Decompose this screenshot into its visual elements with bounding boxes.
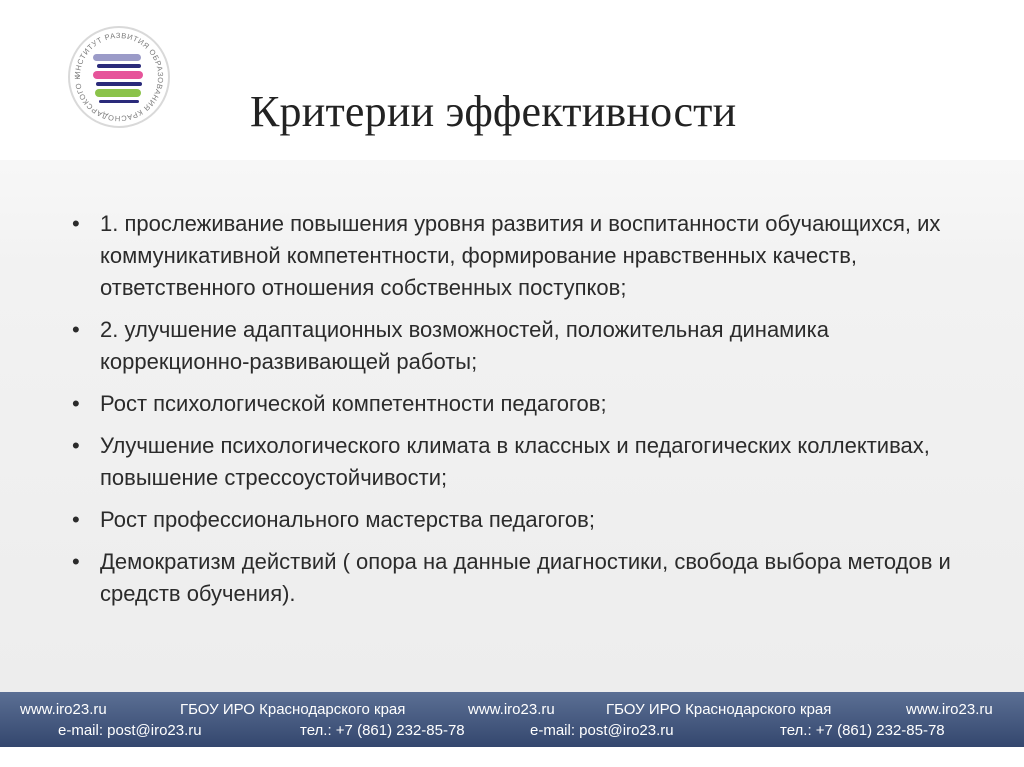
bullet-icon: • bbox=[72, 317, 80, 342]
footer-bar bbox=[0, 692, 1024, 747]
list-item-text: Рост профессионального мастерства педагогов; bbox=[100, 507, 595, 532]
list-item bbox=[72, 208, 962, 304]
list-item bbox=[72, 430, 962, 494]
list-item-text: Демократизм действий ( опора на данные диагностики, свобода выбора методов и средств обучения). bbox=[100, 549, 951, 606]
footer-org-name: ГБОУ ИРО Краснодарского края bbox=[606, 701, 832, 718]
list-item-text: 2. улучшение адаптационных возможностей, положительная динамика коррекционно-развивающей работы; bbox=[100, 317, 829, 374]
content-area bbox=[72, 208, 962, 620]
criteria-list bbox=[72, 208, 962, 610]
footer-phone: тел.: +7 (861) 232-85-78 bbox=[780, 722, 945, 739]
bullet-icon: • bbox=[72, 433, 80, 458]
footer-site-link[interactable]: www.iro23.ru bbox=[468, 701, 555, 718]
footer-email-link[interactable]: e-mail: post@iro23.ru bbox=[58, 722, 202, 739]
bullet-icon: • bbox=[72, 507, 80, 532]
bullet-icon: • bbox=[72, 549, 80, 574]
footer-site-link[interactable]: www.iro23.ru bbox=[20, 701, 107, 718]
footer-site-link[interactable]: www.iro23.ru bbox=[906, 701, 993, 718]
list-item-text: Рост психологической компетентности педагогов; bbox=[100, 391, 607, 416]
list-item bbox=[72, 314, 962, 378]
footer-email-link[interactable]: e-mail: post@iro23.ru bbox=[530, 722, 674, 739]
logo-ring-text: ИНСТИТУТ РАЗВИТИЯ ОБРАЗОВАНИЯ КРАСНОДАРСКОГО К bbox=[72, 30, 166, 124]
list-item-text: Улучшение психологического климата в классных и педагогических коллективах, повышение стрессоустойчивости; bbox=[100, 433, 930, 490]
page-title: Критерии эффективности bbox=[250, 87, 737, 136]
bullet-icon: • bbox=[72, 391, 80, 416]
footer-org-name: ГБОУ ИРО Краснодарского края bbox=[180, 701, 406, 718]
list-item-text: 1. прослеживание повышения уровня развития и воспитанности обучающихся, их коммуникативной компетентности, формирование нравственных качеств, ответственного отношения собственных поступков; bbox=[100, 211, 941, 300]
list-item bbox=[72, 388, 962, 420]
footer-bottom-strip bbox=[0, 747, 1024, 767]
footer-phone: тел.: +7 (861) 232-85-78 bbox=[300, 722, 465, 739]
list-item bbox=[72, 504, 962, 536]
list-item bbox=[72, 546, 962, 610]
book-stack-logo-icon bbox=[66, 24, 172, 130]
bullet-icon: • bbox=[72, 211, 80, 236]
